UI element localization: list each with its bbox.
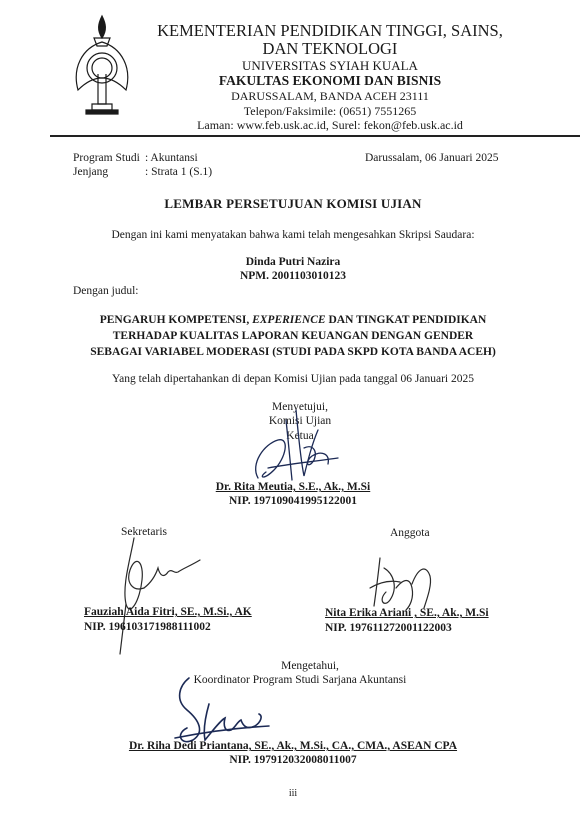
thesis-title-line-3: SEBAGAI VARIABEL MODERASI (STUDI PADA SKPD KOTA BANDA ACEH) <box>90 346 496 358</box>
judul-label: Dengan judul: <box>73 285 139 297</box>
secretary-signature <box>100 530 220 660</box>
coordinator-name: Dr. Riha Dedi Priantana, SE., Ak., M.Si., CA., CMA., ASEAN CPA <box>128 740 458 752</box>
approve-label: Menyetujui, <box>272 401 328 413</box>
intro-text: Dengan ini kami menyatakan bahwa kami telah mengesahkan Skripsi Saudara: <box>111 229 475 241</box>
place-date: Darussalam, 06 Januari 2025 <box>365 152 499 164</box>
known-label: Mengetahui, <box>281 660 339 672</box>
prodi-value: : Akuntansi <box>145 152 198 164</box>
student-npm: NPM. 2001103010123 <box>239 270 347 282</box>
page-number: iii <box>288 788 298 799</box>
chair-role: Ketua <box>286 430 314 442</box>
faculty-name: FAKULTAS EKONOMI DAN BISNIS <box>218 73 442 88</box>
thesis-title-line-2: TERHADAP KUALITAS LAPORAN KEUANGAN DENGAN GENDER <box>112 330 474 342</box>
member-role: Anggota <box>390 527 430 539</box>
jenjang-value: : Strata 1 (S.1) <box>145 166 213 178</box>
secretary-name: Fauziah Aida Fitri, SE., M.Si., AK <box>84 606 252 618</box>
chair-signature <box>238 400 348 490</box>
secretary-role: Sekretaris <box>121 526 167 538</box>
defended-statement: Yang telah dipertahankan di depan Komisi Ujian pada tanggal 06 Januari 2025 <box>112 373 474 385</box>
ministry-line-1: KEMENTERIAN PENDIDIKAN TINGGI, SAINS, <box>157 21 503 40</box>
student-name: Dinda Putri Nazira <box>245 256 341 268</box>
member-name: Nita Erika Ariani , SE., Ak., M.Si <box>325 607 489 619</box>
faculty-address: DARUSSALAM, BANDA ACEH 23111 <box>231 89 429 103</box>
document-title: LEMBAR PERSETUJUAN KOMISI UJIAN <box>164 196 422 211</box>
thesis-title-emphasis: EXPERIENCE <box>252 314 326 326</box>
jenjang-label: Jenjang <box>73 166 109 178</box>
committee-label: Komisi Ujian <box>268 415 332 427</box>
prodi-label: Program Studi <box>73 152 140 164</box>
thesis-title-part-2: DAN TINGKAT PENDIDIKAN <box>328 314 487 326</box>
faculty-phone: Telepon/Faksimile: (0651) 7551265 <box>243 104 417 118</box>
chair-name: Dr. Rita Meutia, S.E., Ak., M.Si <box>215 481 371 493</box>
coordinator-role: Koordinator Program Studi Sarjana Akuntansi <box>193 674 407 686</box>
university-name: UNIVERSITAS SYIAH KUALA <box>242 58 418 73</box>
thesis-title-part-1: PENGARUH KOMPETENSI, <box>99 314 250 326</box>
secretary-nip: NIP. 196103171988111002 <box>84 621 211 633</box>
faculty-web: Laman: www.feb.usk.ac.id, Surel: fekon@feb.usk.ac.id <box>197 118 463 132</box>
ministry-line-2: DAN TEKNOLOGI <box>262 39 398 58</box>
coordinator-nip: NIP. 197912032008011007 <box>229 754 357 766</box>
letterhead-divider <box>50 135 580 137</box>
member-nip: NIP. 197611272001122003 <box>325 622 452 634</box>
chair-nip: NIP. 197109041995122001 <box>229 495 357 507</box>
